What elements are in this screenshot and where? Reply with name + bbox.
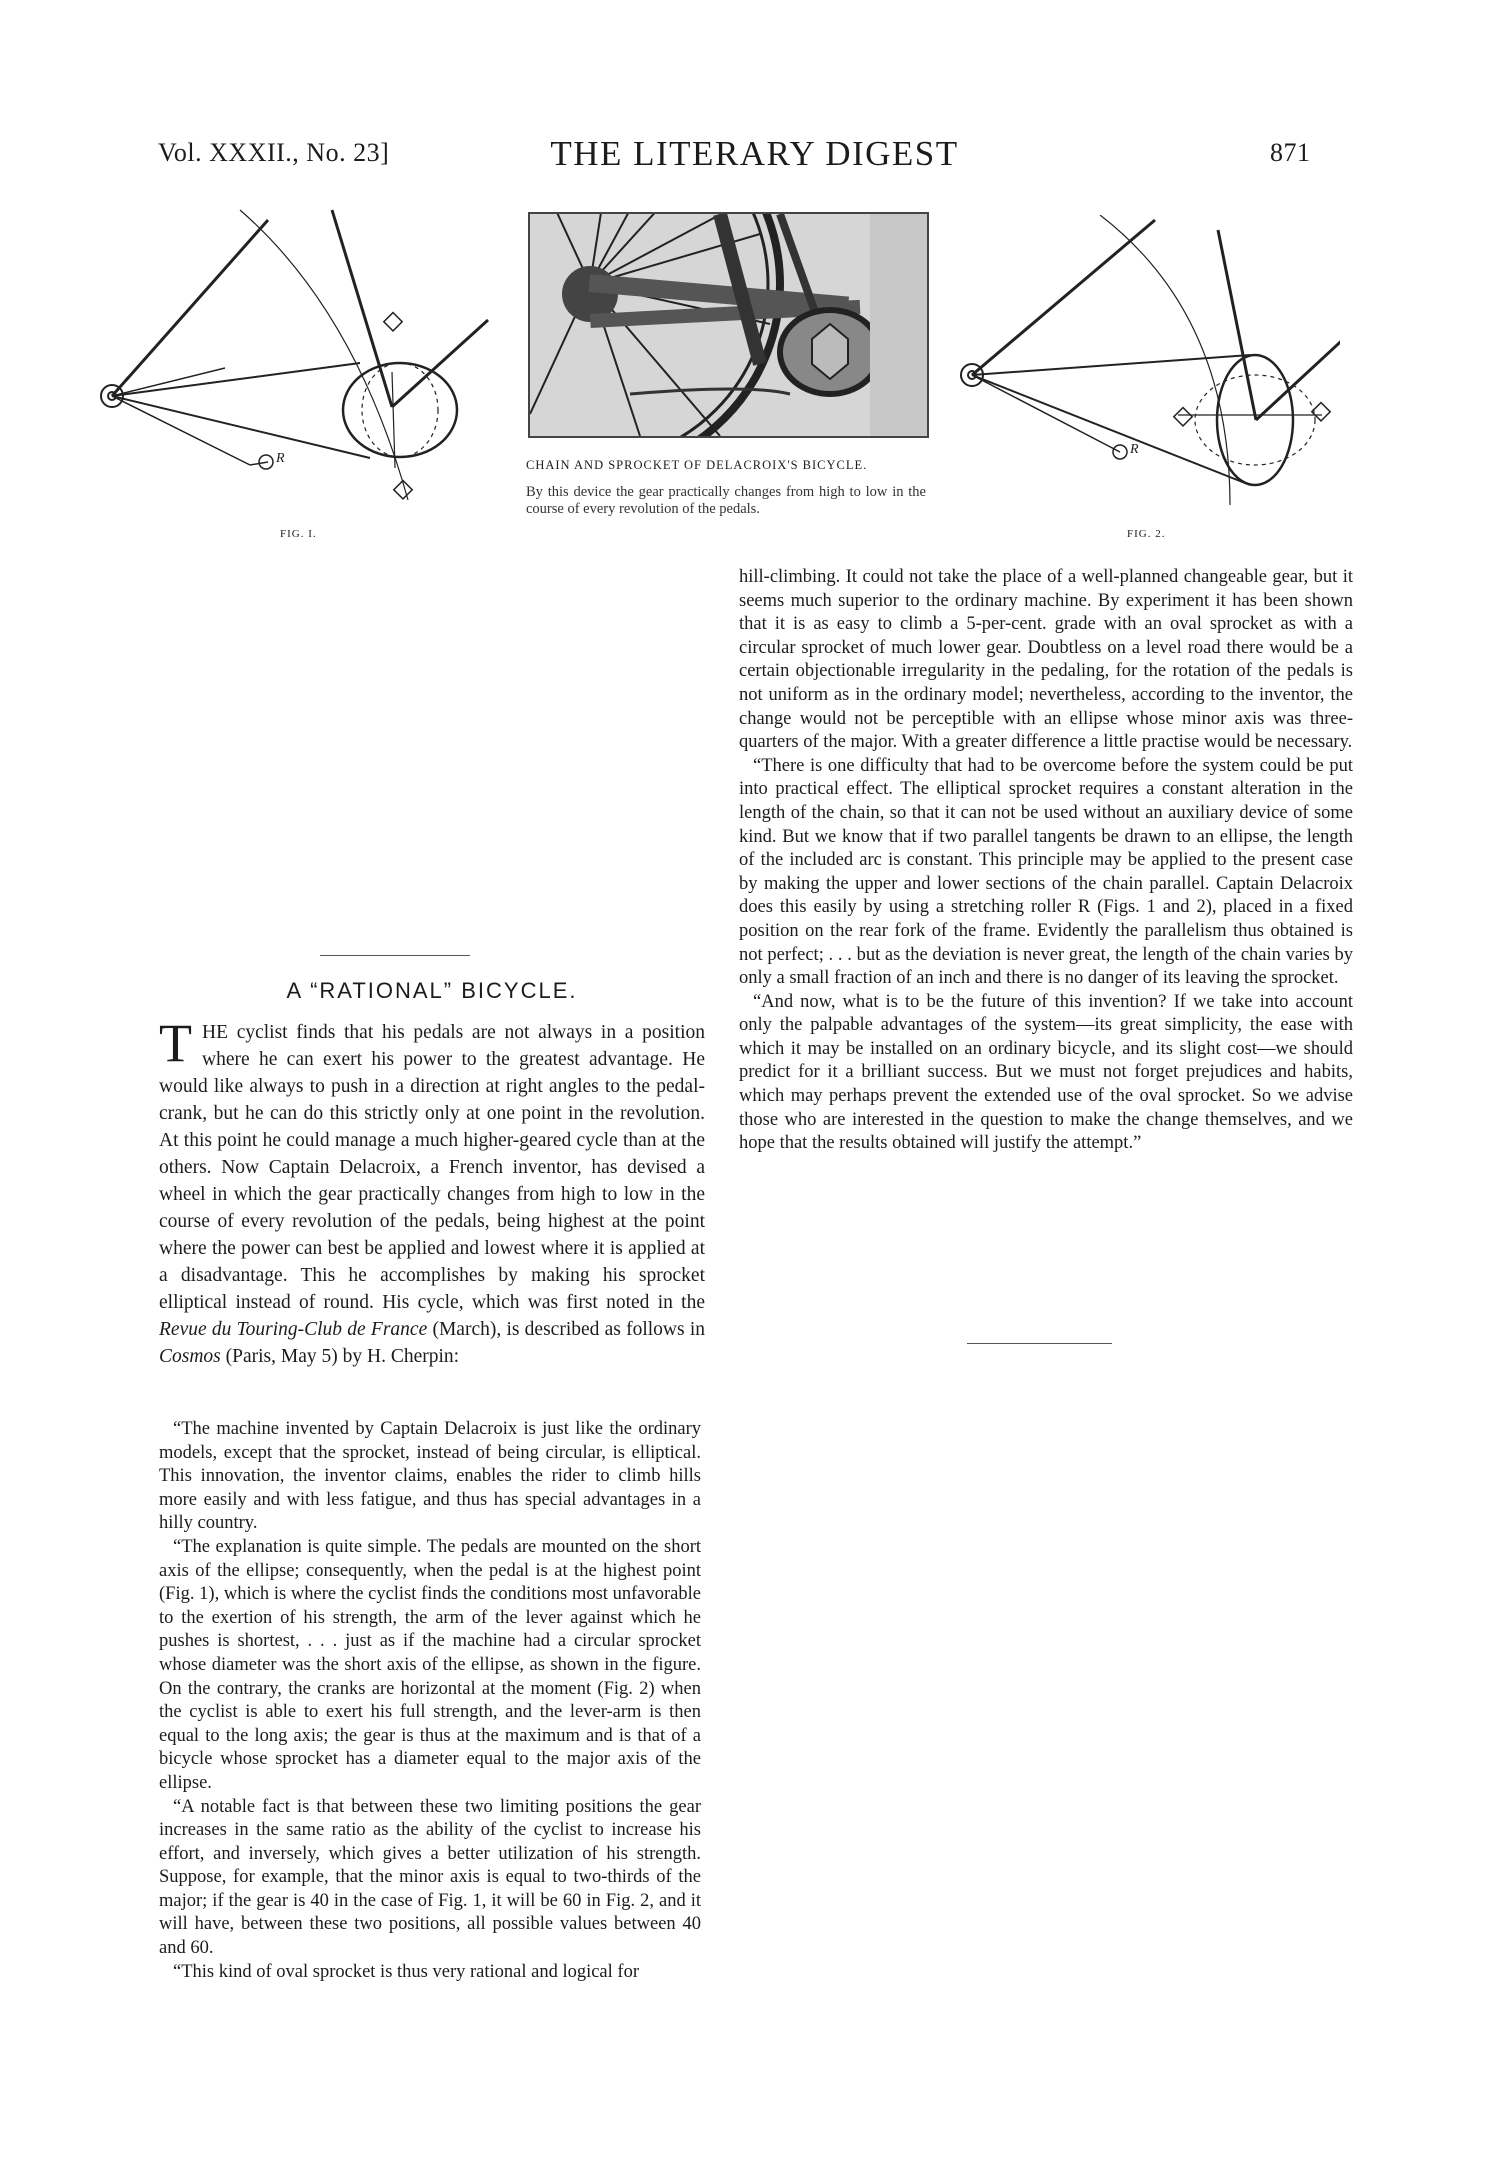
drop-cap: T <box>159 1013 192 1073</box>
article-headline: A “RATIONAL” BICYCLE. <box>286 978 578 1003</box>
photo-caption-text: By this device the gear practically changes from high to low in the course of every revolution of the pedals. <box>526 484 926 517</box>
article-intro: THE cyclist finds that his pedals are not always in a position where he can exert his power to the greatest advantage. He would like always to push in a direction at right angles to the pedal-crank, but he can do this strictly only at one point in the revolution. At this point he could manage a much higher-geared cycle than at the others. Now Captain Delacroix, a French inventor, has devised a wheel in which the gear practically changes from high to low in the course of every revolution of the pedals, being highest at the point where the power can best be applied and lowest where it is applied at a disadvantage. This he accomplishes by making his sprocket elliptical instead of round. His cycle, which was first noted in the Revue du Touring-Club de France (March), is described as follows in Cosmos (Paris, May 5) by H. Cherpin: <box>159 1013 705 1367</box>
paragraph: “A notable fact is that between these two limiting positions the gear increases in the same ratio as the ability of the cyclist to increase his effort, and inversely, which gives a better utilization of his strength. Suppose, for example, that the minor axis is equal to two-thirds of the major; if the gear is 40 in the case of Fig. 1, it will be 60 in Fig. 2, and it will have, between these two positions, all possible values between 40 and 60. <box>159 1796 701 1959</box>
paragraph: “The machine invented by Captain Delacroix is just like the ordinary models, except that the sprocket, instead of being circular, is elliptical. This innovation, the inventor claims, enables the rider to climb hills more easily and with less fatigue, and thus has special advantages in a hilly country. <box>159 1419 701 1534</box>
source-revue: Revue du Touring-Club de France <box>159 1319 428 1340</box>
svg-text:R: R <box>1130 442 1139 457</box>
paragraph: hill-climbing. It could not take the place of a well-planned changeable gear, but it seems much superior to the ordinary machine. By experiment it has been shown that it is as easy to climb a 5-per-cent. grade with an oval sprocket as with a circular sprocket of much lower gear. Doubtless on a level road there would be a certain objectionable irregularity in the pedaling, for the rotation of the pedals is not uniform as in the ordinary model; nevertheless, according to the inventor, the change would not be perceptible with an ellipse whose minor axis was three-quarters of the major. With a greater difference a little practise would be necessary. <box>739 567 1353 753</box>
paragraph: “And now, what is to be the future of this invention? If we take into account only the palpable advantages of the system—its great simplicity, the ease with which it may be installed on an ordinary bicycle, and its slight cost—we should predict for it a brilliant success. But we must not forget prejudices and habits, which may perhaps prevent the extended use of the oval sprocket. So we advise those who are interested in the question to make the change themselves, and we hope that the results obtained will justify the attempt.” <box>739 991 1353 1154</box>
paragraph: “The explanation is quite simple. The pedals are mounted on the short axis of the ellipse; consequently, when the pedal is at the highest point (Fig. 1), which is where the cyclist finds the conditions most unfavorable to the exertion of his strength, the arm of the lever against which he pushes is shortest, . . . just as if the machine had a circular sprocket whose diameter was the short axis of the ellipse, as shown in the figure. On the contrary, the cranks are horizontal at the moment (Fig. 2) when the cyclist is able to exert his full strength, and the lever-arm is then equal to the long axis; the gear is thus at the maximum and is that of a bicycle whose sprocket has a diameter equal to the major axis of the ellipse. <box>159 1536 701 1793</box>
figure-1-diagram <box>90 200 490 560</box>
article-right-column <box>739 566 1353 1156</box>
bicycle-chain-photo <box>528 212 929 438</box>
figure-2-label: FIG. 2. <box>1127 528 1166 540</box>
article-left-column <box>159 1418 701 1984</box>
photo-caption-title: CHAIN AND SPROCKET OF DELACROIX'S BICYCLE. <box>526 458 868 472</box>
source-cosmos: Cosmos <box>159 1346 221 1367</box>
svg-text:R: R <box>276 451 285 466</box>
paragraph: “There is one difficulty that had to be overcome before the system could be put into practical effect. The elliptical sprocket requires a constant alteration in the length of the chain, so that it can not be used without an auxiliary device of some kind. But we know that if two parallel tangents be drawn to an ellipse, the length of the included arc is constant. This principle may be applied to the present case by making the upper and lower sections of the chain parallel. Captain Delacroix does this easily by using a stretching roller R (Figs. 1 and 2), placed in a fixed position on the rear fork of the frame. Evidently the parallelism thus obtained is not perfect; . . . but as the deviation is never great, the length of the chain varies by only a small fraction of an inch and there is no danger of its leaving the sprocket. <box>739 755 1353 989</box>
volume-number: Vol. XXXII., No. 23] <box>158 138 390 167</box>
page-number: 871 <box>1270 138 1311 167</box>
figure-2-diagram <box>950 215 1340 555</box>
end-rule <box>967 1343 1112 1344</box>
magazine-title: THE LITERARY DIGEST <box>550 134 959 173</box>
section-divider <box>320 955 470 956</box>
figure-1-label: FIG. I. <box>280 528 317 540</box>
paragraph: “This kind of oval sprocket is thus very rational and logical for <box>173 1961 639 1982</box>
